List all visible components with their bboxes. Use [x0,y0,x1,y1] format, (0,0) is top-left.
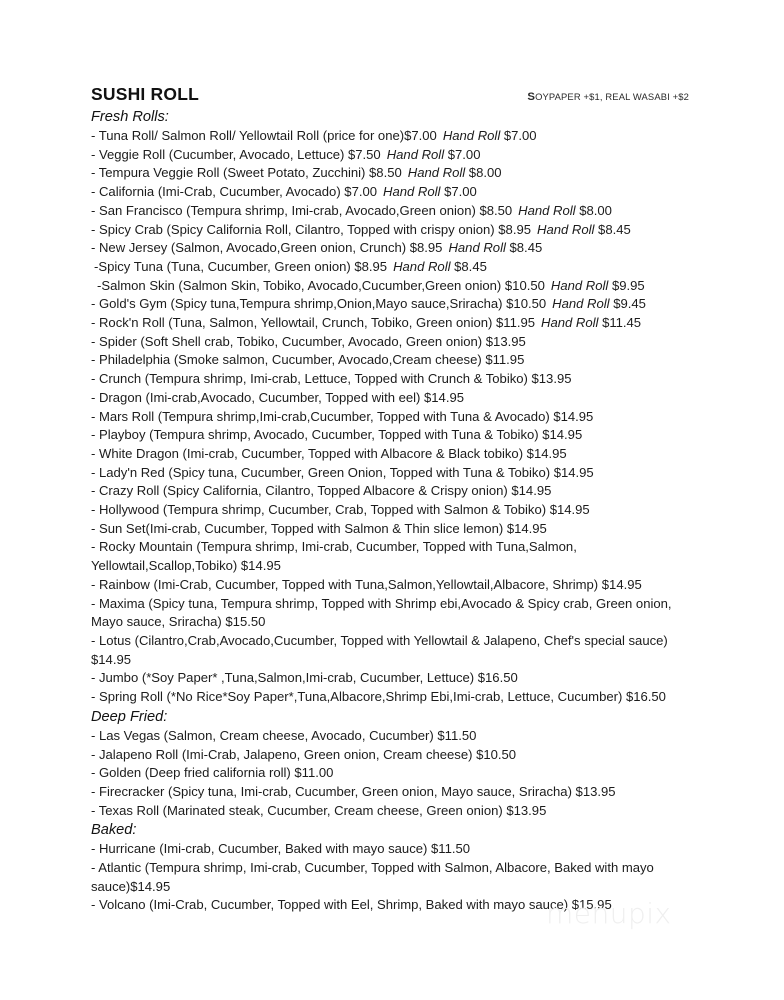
menu-item-text: - Dragon (Imi-crab,Avocado, Cucumber, Topped with eel) $14.95 [91,389,465,405]
hand-roll-label: Hand Roll [552,296,610,312]
hand-roll-price: $9.95 [611,277,645,293]
menu-item [91,501,691,520]
menu-item [91,688,691,707]
menu-item-text: - Gold's Gym (Spicy tuna,Tempura shrimp,Onion,Mayo sauce,Sriracha) $10.50 [91,296,547,312]
menu-item-text: - Atlantic (Tempura shrimp, Imi-crab, Cucumber, Topped with Salmon, Albacore, Baked with mayo sauce)$14.95 [91,860,654,894]
hand-roll-label: Hand Roll [541,315,599,331]
menu-item [91,277,691,296]
menu-item [91,426,691,445]
menu-item [91,859,691,896]
menu-item [91,370,691,389]
addons-note-lead: S [527,91,536,103]
menu-item [91,389,691,408]
hand-roll-label: Hand Roll [448,240,506,256]
menu-item-text: - White Dragon (Imi-crab, Cucumber, Topped with Albacore & Black tobiko) $14.95 [91,445,567,461]
menu-item [91,520,691,539]
menu-item [91,727,691,746]
menu-item [91,202,691,221]
menu-item-text: - Spider (Soft Shell crab, Tobiko, Cucumber, Avocado, Green onion) $13.95 [91,333,526,349]
page-title: SUSHI ROLL [91,84,199,104]
hand-roll-price: $8.00 [468,165,502,181]
menu-item [91,164,691,183]
menu-item-text: - Jumbo (*Soy Paper* ,Tuna,Salmon,Imi-crab, Cucumber, Lettuce) $16.50 [91,670,518,686]
menu-item [91,840,691,859]
menu-item-text: - Spring Roll (*No Rice*Soy Paper*,Tuna,Albacore,Shrimp Ebi,Imi-crab, Lettuce, Cucumber) $16.50 [91,689,666,705]
menu-item-text: -Spicy Tuna (Tuna, Cucumber, Green onion) $8.95 [94,258,388,274]
hand-roll-label: Hand Roll [383,184,441,200]
menu-item [91,482,691,501]
menu-item [91,221,691,240]
menu-item [91,333,691,352]
section-label: Baked: [91,822,137,839]
menu-item-text: - Philadelphia (Smoke salmon, Cucumber, Avocado,Cream cheese) $11.95 [91,352,525,368]
menu-item-text: - Crunch (Tempura shrimp, Imi-crab, Lettuce, Topped with Crunch & Tobiko) $13.95 [91,371,572,387]
menu-item-text: - San Francisco (Tempura shrimp, Imi-crab, Avocado,Green onion) $8.50 [91,202,513,218]
menu-item-text: - Hollywood (Tempura shrimp, Cucumber, Crab, Topped with Salmon & Tobiko) $14.95 [91,502,590,518]
hand-roll-price: $7.00 [444,184,477,200]
menu-item-text: - Rainbow (Imi-Crab, Cucumber, Topped with Tuna,Salmon,Yellowtail,Albacore, Shrimp) $14.95 [91,576,642,592]
menu-item [91,576,691,595]
hand-roll-label: Hand Roll [537,221,595,237]
menu-item [91,239,691,258]
menu-item-text: - Spicy Crab (Spicy California Roll, Cilantro, Topped with crispy onion) $8.95 [91,221,531,237]
hand-roll-label: Hand Roll [442,128,501,143]
menu-item [91,632,691,669]
menu-item [91,295,691,314]
menu-item [91,408,691,427]
menu-item-text: - Maxima (Spicy tuna, Tempura shrimp, Topped with Shrimp ebi,Avocado & Spicy crab, Green onion, Mayo sauce, Sriracha) $15.50 [91,595,672,630]
hand-roll-price: $7.00 [503,128,537,143]
menu-item [91,746,691,765]
hand-roll-price: $7.00 [447,146,481,162]
hand-roll-label: Hand Roll [407,165,466,181]
menu-item [91,127,691,146]
menu-item-text: - Las Vegas (Salmon, Cream cheese, Avocado, Cucumber) $11.50 [91,727,477,743]
menu-content [91,84,691,915]
menu-item-text: - Rock'n Roll (Tuna, Salmon, Yellowtail, Crunch, Tobiko, Green onion) $11.95 [91,315,536,331]
hand-roll-price: $8.45 [509,240,543,256]
hand-roll-label: Hand Roll [550,277,609,293]
addons-note [527,91,691,103]
menu-item-text: - Lotus (Cilantro,Crab,Avocado,Cucumber, Topped with Yellowtail & Jalapeno, Chef's special sauce) $14.95 [91,632,668,667]
menu-item [91,802,691,821]
menu-item-text: - Veggie Roll (Cucumber, Avocado, Lettuce) $7.50 [91,146,381,162]
menu-item-text: - Lady'n Red (Spicy tuna, Cucumber, Green Onion, Topped with Tuna & Tobiko) $14.95 [91,464,594,480]
menu-item [91,464,691,483]
menu-item [91,258,691,277]
section-label: Fresh Rolls: [91,109,169,125]
menu-item-text: - Sun Set(Imi-crab, Cucumber, Topped with Salmon & Thin slice lemon) $14.95 [91,520,547,536]
menu-item [91,183,691,202]
menu-item-text: - Jalapeno Roll (Imi-Crab, Jalapeno, Green onion, Cream cheese) $10.50 [91,746,517,762]
hand-roll-label: Hand Roll [393,258,451,274]
menu-item [91,538,691,575]
hand-roll-price: $9.45 [613,296,646,312]
menu-item-text: - Golden (Deep fried california roll) $11.00 [91,765,334,781]
menu-item-text: - Volcano (Imi-Crab, Cucumber, Topped with Eel, Shrimp, Baked with mayo sauce) $15.95 [91,897,612,913]
section-label: Deep Fried: [91,708,168,725]
menu-item-text: - Tuna Roll/ Salmon Roll/ Yellowtail Roll (price for one)$7.00 [91,128,437,143]
menupix-watermark: menupix [546,897,672,930]
hand-roll-price: $11.45 [602,315,642,331]
menu-item-text: - Crazy Roll (Spicy California, Cilantro, Topped Albacore & Crispy onion) $14.95 [91,483,552,499]
hand-roll-price: $8.45 [598,221,631,237]
menu-item-text: - Playboy (Tempura shrimp, Avocado, Cucumber, Topped with Tuna & Tobiko) $14.95 [91,427,583,443]
menu-item-text: - Rocky Mountain (Tempura shrimp, Imi-crab, Cucumber, Topped with Tuna,Salmon, Yellowtail,Scallop,Tobiko) $14.95 [91,539,577,574]
menu-header [91,84,691,106]
menu-item-text: - California (Imi-Crab, Cucumber, Avocado) $7.00 [91,184,378,200]
hand-roll-price: $8.00 [579,202,612,218]
menu-item-text: - Tempura Veggie Roll (Sweet Potato, Zucchini) $8.50 [91,165,402,181]
menu-item [91,351,691,370]
section-item-list [91,127,691,707]
addons-note-rest: OYPAPER +$1, REAL WASABI +$2 [535,91,689,102]
menu-item-text: - Texas Roll (Marinated steak, Cucumber, Cream cheese, Green onion) $13.95 [91,802,547,818]
menu-item [91,445,691,464]
menu-item-text: - Hurricane (Imi-crab, Cucumber, Baked with mayo sauce) $11.50 [91,841,471,857]
menu-item [91,764,691,783]
menu-item [91,146,691,165]
hand-roll-price: $8.45 [454,258,487,274]
section-item-list [91,727,691,821]
menu-item [91,595,691,632]
hand-roll-label: Hand Roll [518,202,576,218]
menu-item-text: -Salmon Skin (Salmon Skin, Tobiko, Avocado,Cucumber,Green onion) $10.50 [97,277,545,293]
menu-item-text: - New Jersey (Salmon, Avocado,Green onion, Crunch) $8.95 [91,240,443,256]
hand-roll-label: Hand Roll [386,146,445,162]
menu-sections [91,107,691,915]
menu-item [91,669,691,688]
menu-item [91,314,691,333]
menu-item-text: - Mars Roll (Tempura shrimp,Imi-crab,Cucumber, Topped with Tuna & Avocado) $14.95 [91,408,594,424]
menu-item [91,783,691,802]
menu-item-text: - Firecracker (Spicy tuna, Imi-crab, Cucumber, Green onion, Mayo sauce, Sriracha) $13.95 [91,783,616,799]
